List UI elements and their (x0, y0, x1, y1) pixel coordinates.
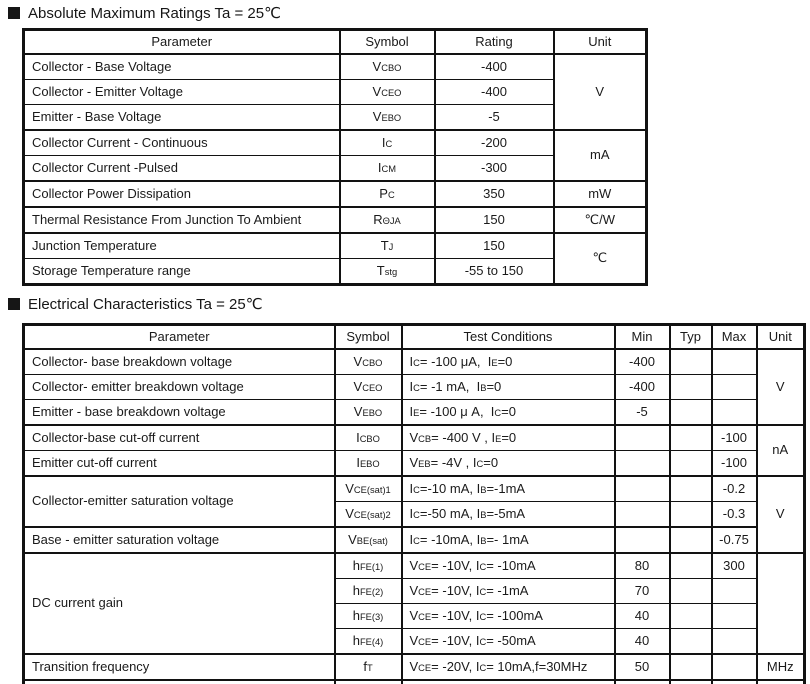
table-row (24, 451, 805, 477)
symbol-cell: VCEO (340, 80, 435, 105)
min-cell: 40 (615, 629, 670, 655)
column-header: Parameter (24, 325, 335, 350)
unit-cell: MHz (757, 654, 805, 680)
subscript-text: FE(4) (359, 636, 384, 647)
test-conditions-cell: IC= -100 μA, IE=0 (402, 349, 615, 375)
param-cell: Transition frequency (24, 654, 335, 680)
subscript-text: C (413, 357, 420, 368)
section-title-absolute-maximum-ratings (8, 4, 281, 22)
typ-cell (670, 375, 712, 400)
param-cell: Base - emitter saturation voltage (24, 527, 335, 553)
subscript-text: CM (381, 163, 397, 174)
max-cell (712, 604, 757, 629)
section-title-text: Absolute Maximum Ratings Ta = 25℃ (28, 5, 281, 22)
subscript-text: C (385, 138, 393, 149)
subscript-text: C (479, 561, 487, 572)
test-conditions-cell: VCE= -10V, IC= -1mA (402, 579, 615, 604)
min-cell (615, 502, 670, 528)
table-row (24, 181, 647, 207)
subscript-text: ΘJA (382, 215, 401, 226)
max-cell (712, 349, 757, 375)
min-cell (615, 451, 670, 477)
rating-cell: -200 (435, 130, 554, 156)
rating-cell: 150 (435, 207, 554, 233)
symbol-cell: IC (340, 130, 435, 156)
rating-cell: -300 (435, 156, 554, 182)
test-conditions-cell: IE= -100 μ A, IC=0 (402, 400, 615, 426)
max-cell (712, 400, 757, 426)
column-header: Symbol (340, 30, 435, 55)
typ-cell (670, 451, 712, 477)
subscript-text: T (366, 662, 373, 673)
test-conditions-cell: VEB= -4V , IC=0 (402, 451, 615, 477)
subscript-text: C (413, 484, 420, 495)
subscript-text: FE(1) (359, 561, 384, 572)
max-cell: -0.75 (712, 527, 757, 553)
rating-cell: -400 (435, 54, 554, 80)
symbol-cell: hFE(4) (335, 629, 402, 655)
subscript-text: B (480, 535, 487, 546)
symbol-cell: TJ (340, 233, 435, 259)
table-row (24, 375, 805, 400)
min-cell: 40 (615, 604, 670, 629)
symbol-cell: VCE(sat)1 (335, 476, 402, 502)
unit-cell: V (757, 476, 805, 553)
subscript-text: E (495, 433, 502, 444)
subscript-text: C (479, 586, 487, 597)
table-row (24, 654, 805, 680)
subscript-text: CBO (359, 433, 380, 444)
subscript-text: B (480, 484, 487, 495)
min-cell: -5 (615, 400, 670, 426)
param-cell: Collector Current -Pulsed (24, 156, 340, 182)
symbol-cell: VBE(sat) (335, 527, 402, 553)
typ-cell (670, 604, 712, 629)
symbol-cell: ICBO (335, 425, 402, 451)
param-cell: Collector- base breakdown voltage (24, 349, 335, 375)
subscript-text: CE(sat)1 (353, 484, 391, 495)
max-cell: -100 (712, 425, 757, 451)
min-cell: 50 (615, 654, 670, 680)
subscript-text: CBO (362, 357, 383, 368)
column-header: Typ (670, 325, 712, 350)
min-cell (615, 476, 670, 502)
rating-cell: -5 (435, 105, 554, 131)
header-row (24, 325, 805, 350)
table-row (24, 105, 647, 131)
symbol-cell: hFE(3) (335, 604, 402, 629)
section-title-electrical-characteristics (8, 295, 263, 313)
param-cell: DC current gain (24, 553, 335, 654)
test-conditions-cell: IC=-50 mA, IB=-5mA (402, 502, 615, 528)
column-header: Symbol (335, 325, 402, 350)
test-conditions-cell: VCE= -10V, IC= -100mA (402, 604, 615, 629)
symbol-cell: IEBO (335, 451, 402, 477)
min-cell (615, 680, 670, 684)
unit-cell: V (757, 349, 805, 425)
subscript-text: EB (418, 458, 431, 469)
param-cell: Thermal Resistance From Junction To Ambient (24, 207, 340, 233)
subscript-text: C (413, 382, 420, 393)
unit-cell: mA (554, 130, 647, 181)
min-cell: -400 (615, 375, 670, 400)
param-cell: Collector Power Dissipation (24, 181, 340, 207)
param-cell: Emitter - base breakdown voltage (24, 400, 335, 426)
table-row (24, 54, 647, 80)
max-cell: -0.2 (712, 476, 757, 502)
subscript-text: C (479, 636, 487, 647)
max-cell (712, 579, 757, 604)
typ-cell (670, 400, 712, 426)
table-row (24, 425, 805, 451)
unit-cell: ℃ (554, 233, 647, 285)
param-cell: Junction Temperature (24, 233, 340, 259)
symbol-cell: hFE(1) (335, 553, 402, 579)
max-cell (712, 629, 757, 655)
subscript-text: CE (418, 561, 432, 572)
param-cell: Collector - Base Voltage (24, 54, 340, 80)
param-cell: Emitter cut-off current (24, 451, 335, 477)
subscript-text: B (480, 382, 487, 393)
typ-cell (670, 680, 712, 684)
min-cell (615, 425, 670, 451)
typ-cell (670, 579, 712, 604)
rating-cell: -55 to 150 (435, 259, 554, 285)
max-cell (712, 375, 757, 400)
param-cell: Collector-base cut-off current (24, 425, 335, 451)
electrical-characteristics-table (22, 323, 806, 684)
param-cell: Storage Temperature range (24, 259, 340, 285)
subscript-text: CEO (381, 87, 402, 98)
typ-cell (670, 349, 712, 375)
subscript-text: FE(3) (359, 611, 384, 622)
column-header: Rating (435, 30, 554, 55)
table-row (24, 233, 647, 259)
subscript-text: E (413, 407, 420, 418)
table-header (24, 325, 805, 350)
subscript-text: CE (418, 636, 432, 647)
typ-cell (670, 629, 712, 655)
subscript-text: EBO (359, 458, 380, 469)
table-row (24, 259, 647, 285)
column-header: Max (712, 325, 757, 350)
typ-cell (670, 553, 712, 579)
test-conditions-cell: VCE= -10V, IC= -50mA (402, 629, 615, 655)
typ-cell (670, 425, 712, 451)
rating-cell: -400 (435, 80, 554, 105)
table-header (24, 30, 647, 55)
symbol-cell: ICM (340, 156, 435, 182)
param-cell: Collector Current - Continuous (24, 130, 340, 156)
table-row (24, 476, 805, 502)
typ-cell (670, 476, 712, 502)
subscript-text: C (479, 611, 487, 622)
table-row (24, 349, 805, 375)
column-header: Parameter (24, 30, 340, 55)
max-cell: -100 (712, 451, 757, 477)
subscript-text: CE (418, 611, 432, 622)
min-cell: -400 (615, 349, 670, 375)
table-row (24, 80, 647, 105)
min-cell: 70 (615, 579, 670, 604)
unit-cell (757, 680, 805, 684)
subscript-text: BE(sat) (356, 535, 388, 546)
subscript-text: FE(2) (359, 586, 384, 597)
symbol-cell: fT (335, 654, 402, 680)
table-row (24, 553, 805, 579)
param-cell: Collector- emitter breakdown voltage (24, 375, 335, 400)
param-cell: Collector-emitter saturation voltage (24, 476, 335, 527)
subscript-text: CE(sat)2 (353, 509, 391, 520)
max-cell: 300 (712, 553, 757, 579)
unit-cell: mW (554, 181, 647, 207)
symbol-cell: VEBO (340, 105, 435, 131)
rating-cell: 150 (435, 233, 554, 259)
column-header: Min (615, 325, 670, 350)
column-header: Unit (757, 325, 805, 350)
section-bullet-icon (8, 298, 20, 310)
section-bullet-icon (8, 7, 20, 19)
symbol-cell: VCEO (335, 375, 402, 400)
test-conditions-cell (402, 680, 615, 684)
subscript-text: EBO (381, 112, 402, 123)
table-row (24, 156, 647, 182)
subscript-text: CBO (381, 62, 402, 73)
symbol-cell: PC (340, 181, 435, 207)
test-conditions-cell: IC= -10mA, IB=- 1mA (402, 527, 615, 553)
rating-cell: 350 (435, 181, 554, 207)
test-conditions-cell: IC= -1 mA, IB=0 (402, 375, 615, 400)
param-cell (24, 680, 335, 684)
table-row (24, 527, 805, 553)
param-cell: Collector - Emitter Voltage (24, 80, 340, 105)
subscript-text: B (480, 509, 487, 520)
symbol-cell: Tstg (340, 259, 435, 285)
symbol-cell: VEBO (335, 400, 402, 426)
test-conditions-cell: VCE= -10V, IC= -10mA (402, 553, 615, 579)
subscript-text: C (413, 535, 420, 546)
symbol-cell: hFE(2) (335, 579, 402, 604)
unit-cell: nA (757, 425, 805, 476)
column-header: Test Conditions (402, 325, 615, 350)
symbol-cell: VCBO (340, 54, 435, 80)
typ-cell (670, 527, 712, 553)
table-row (24, 400, 805, 426)
test-conditions-cell: IC=-10 mA, IB=-1mA (402, 476, 615, 502)
subscript-text: CB (418, 433, 432, 444)
absolute-maximum-ratings-table (22, 28, 648, 286)
max-cell: -0.3 (712, 502, 757, 528)
symbol-cell: VCBO (335, 349, 402, 375)
subscript-text: J (388, 241, 394, 252)
min-cell: 80 (615, 553, 670, 579)
typ-cell (670, 502, 712, 528)
subscript-text: C (476, 458, 484, 469)
max-cell (712, 654, 757, 680)
subscript-text: E (491, 357, 498, 368)
symbol-cell: VCE(sat)2 (335, 502, 402, 528)
table-row (24, 207, 647, 233)
subscript-text: C (479, 662, 487, 673)
test-conditions-cell: VCE= -20V, IC= 10mA,f=30MHz (402, 654, 615, 680)
table-body (24, 54, 647, 285)
subscript-text: CE (418, 662, 432, 673)
min-cell (615, 527, 670, 553)
subscript-text: EBO (362, 407, 383, 418)
symbol-cell: RΘJA (340, 207, 435, 233)
unit-cell (757, 553, 805, 654)
subscript-text: C (387, 189, 395, 200)
symbol-cell (335, 680, 402, 684)
table-row (24, 130, 647, 156)
section-title-text: Electrical Characteristics Ta = 25℃ (28, 296, 263, 313)
subscript-text: C (494, 407, 502, 418)
param-cell: Emitter - Base Voltage (24, 105, 340, 131)
subscript-text: C (413, 509, 420, 520)
table-row-partial (24, 680, 805, 684)
subscript-text: stg (384, 266, 398, 277)
header-row (24, 30, 647, 55)
subscript-text: CEO (362, 382, 383, 393)
max-cell (712, 680, 757, 684)
subscript-text: CE (418, 586, 432, 597)
table-body (24, 349, 805, 684)
unit-cell: ℃/W (554, 207, 647, 233)
test-conditions-cell: VCB= -400 V , IE=0 (402, 425, 615, 451)
typ-cell (670, 654, 712, 680)
column-header: Unit (554, 30, 647, 55)
unit-cell: V (554, 54, 647, 130)
